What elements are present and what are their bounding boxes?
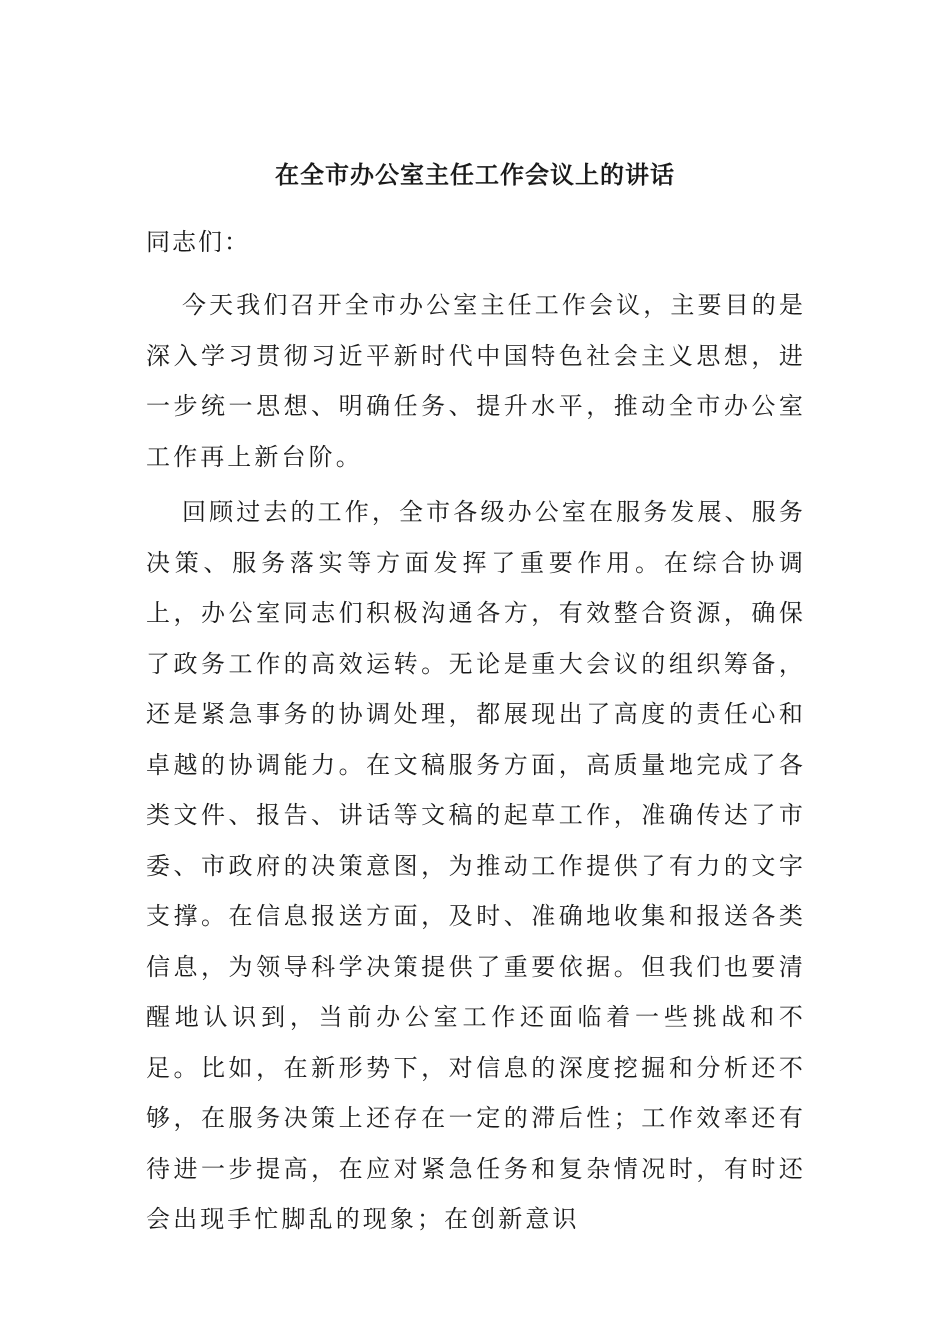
paragraph-review: 回顾过去的工作，全市各级办公室在服务发展、服务决策、服务落实等方面发挥了重要作用。在综合协调上，办公室同志们积极沟通各方，有效整合资源，确保了政务工作的高效运转。无论是重大会议的组织筹备，还是紧急事务的协调处理，都展现出了高度的责任心和卓越的协调能力。在文稿服务方面，高质量地完成了各类文件、报告、讲话等文稿的起草工作，准确传达了市委、市政府的决策意图，为推动工作提供了有力的文字支撑。在信息报送方面，及时、准确地收集和报送各类信息，为领导科学决策提供了重要依据。但我们也要清醒地认识到，当前办公室工作还面临着一些挑战和不足。比如，在新形势下，对信息的深度挖掘和分析还不够，在服务决策上还存在一定的滞后性；工作效率还有待进一步提高，在应对紧急任务和复杂情况时，有时还会出现手忙脚乱的现象；在创新意识 (146, 498, 806, 1233)
paragraph-intro: 今天我们召开全市办公室主任工作会议，主要目的是深入学习贯彻习近平新时代中国特色社会主义思想，进一步统一思想、明确任务、提升水平，推动全市办公室工作再上新台阶。 (146, 291, 806, 471)
salutation: 同志们： (146, 228, 250, 256)
document-title: 在全市办公室主任工作会议上的讲话 (275, 160, 675, 189)
